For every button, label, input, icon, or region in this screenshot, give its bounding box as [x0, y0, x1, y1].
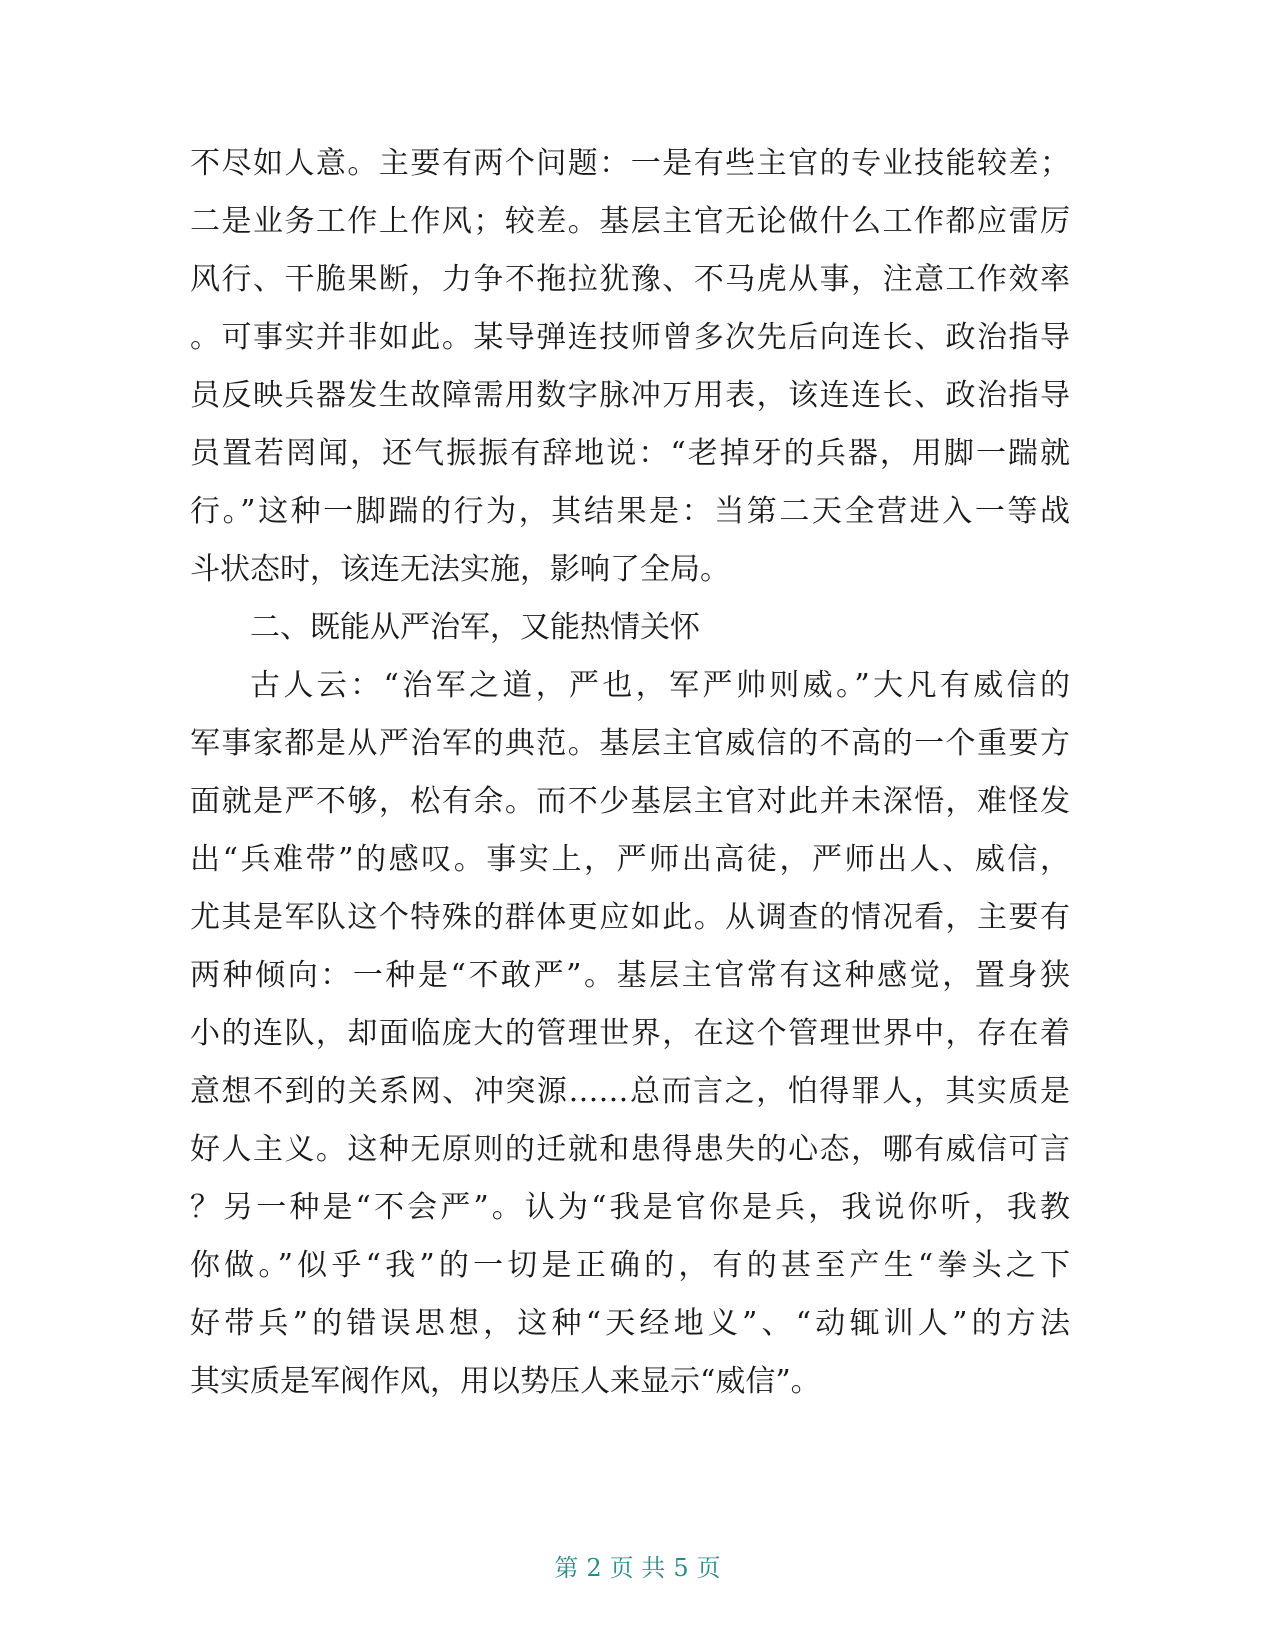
footer-total-pages: 5 — [673, 1554, 689, 1582]
body-text-line: 不尽如人意。主要有两个问题：一是有些主官的专业技能较差； — [190, 146, 1070, 181]
footer-page-suffix: 页 — [696, 1554, 721, 1582]
body-text-line: 风行、干脆果断，力争不拖拉犹豫、不马虎从事，注意工作效率 — [190, 262, 1070, 297]
page-footer — [0, 1553, 1275, 1583]
footer-page-mid: 页 共 — [609, 1554, 666, 1582]
body-text-line: ？另一种是“不会严”。认为“我是官你是兵，我说你听，我教 — [190, 1190, 1070, 1225]
footer-page-number: 2 — [586, 1554, 602, 1582]
body-text-line: 你做。”似乎“我”的一切是正确的，有的甚至产生“拳头之下 — [190, 1248, 1070, 1283]
body-text-line: 斗状态时，该连无法实施，影响了全局。 — [190, 552, 730, 587]
body-text-line: 员置若罔闻，还气振振有辞地说：“老掉牙的兵器，用脚一踹就 — [190, 436, 1070, 471]
body-text-line: 两种倾向：一种是“不敢严”。基层主官常有这种感觉，置身狭 — [190, 958, 1070, 993]
body-text-line: 二是业务工作上作风；较差。基层主官无论做什么工作都应雷厉 — [190, 204, 1070, 239]
body-text-line: 好人主义。这种无原则的迁就和患得患失的心态，哪有威信可言 — [190, 1132, 1070, 1167]
body-text-line: 出“兵难带”的感叹。事实上，严师出高徒，严师出人、威信， — [190, 842, 1070, 877]
footer-page-prefix: 第 — [554, 1554, 579, 1582]
body-text-line: 。可事实并非如此。某导弹连技师曾多次先后向连长、政治指导 — [190, 320, 1070, 355]
body-text-line: 军事家都是从严治军的典范。基层主官威信的不高的一个重要方 — [190, 726, 1070, 761]
body-text-line: 员反映兵器发生故障需用数字脉冲万用表，该连连长、政治指导 — [190, 378, 1070, 413]
body-text-line: 面就是严不够，松有余。而不少基层主官对此并未深悟，难怪发 — [190, 784, 1070, 819]
body-text-line: 行。”这种一脚踹的行为，其结果是：当第二天全营进入一等战 — [190, 494, 1070, 529]
body-text-line: 好带兵”的错误思想，这种“天经地义”、“动辄训人”的方法 — [190, 1306, 1070, 1341]
body-text-line: 小的连队，却面临庞大的管理世界，在这个管理世界中，存在着 — [190, 1016, 1070, 1051]
section-heading: 二、既能从严治军，又能热情关怀 — [250, 610, 700, 645]
body-text-line: 其实质是军阀作风，用以势压人来显示“威信”。 — [190, 1364, 821, 1399]
body-text-line: 意想不到的关系网、冲突源……总而言之，怕得罪人，其实质是 — [190, 1074, 1070, 1109]
paragraph-first-line: 古人云：“治军之道，严也，军严帅则威。”大凡有威信的 — [250, 668, 1070, 703]
body-text-line: 尤其是军队这个特殊的群体更应如此。从调查的情况看，主要有 — [190, 900, 1070, 935]
